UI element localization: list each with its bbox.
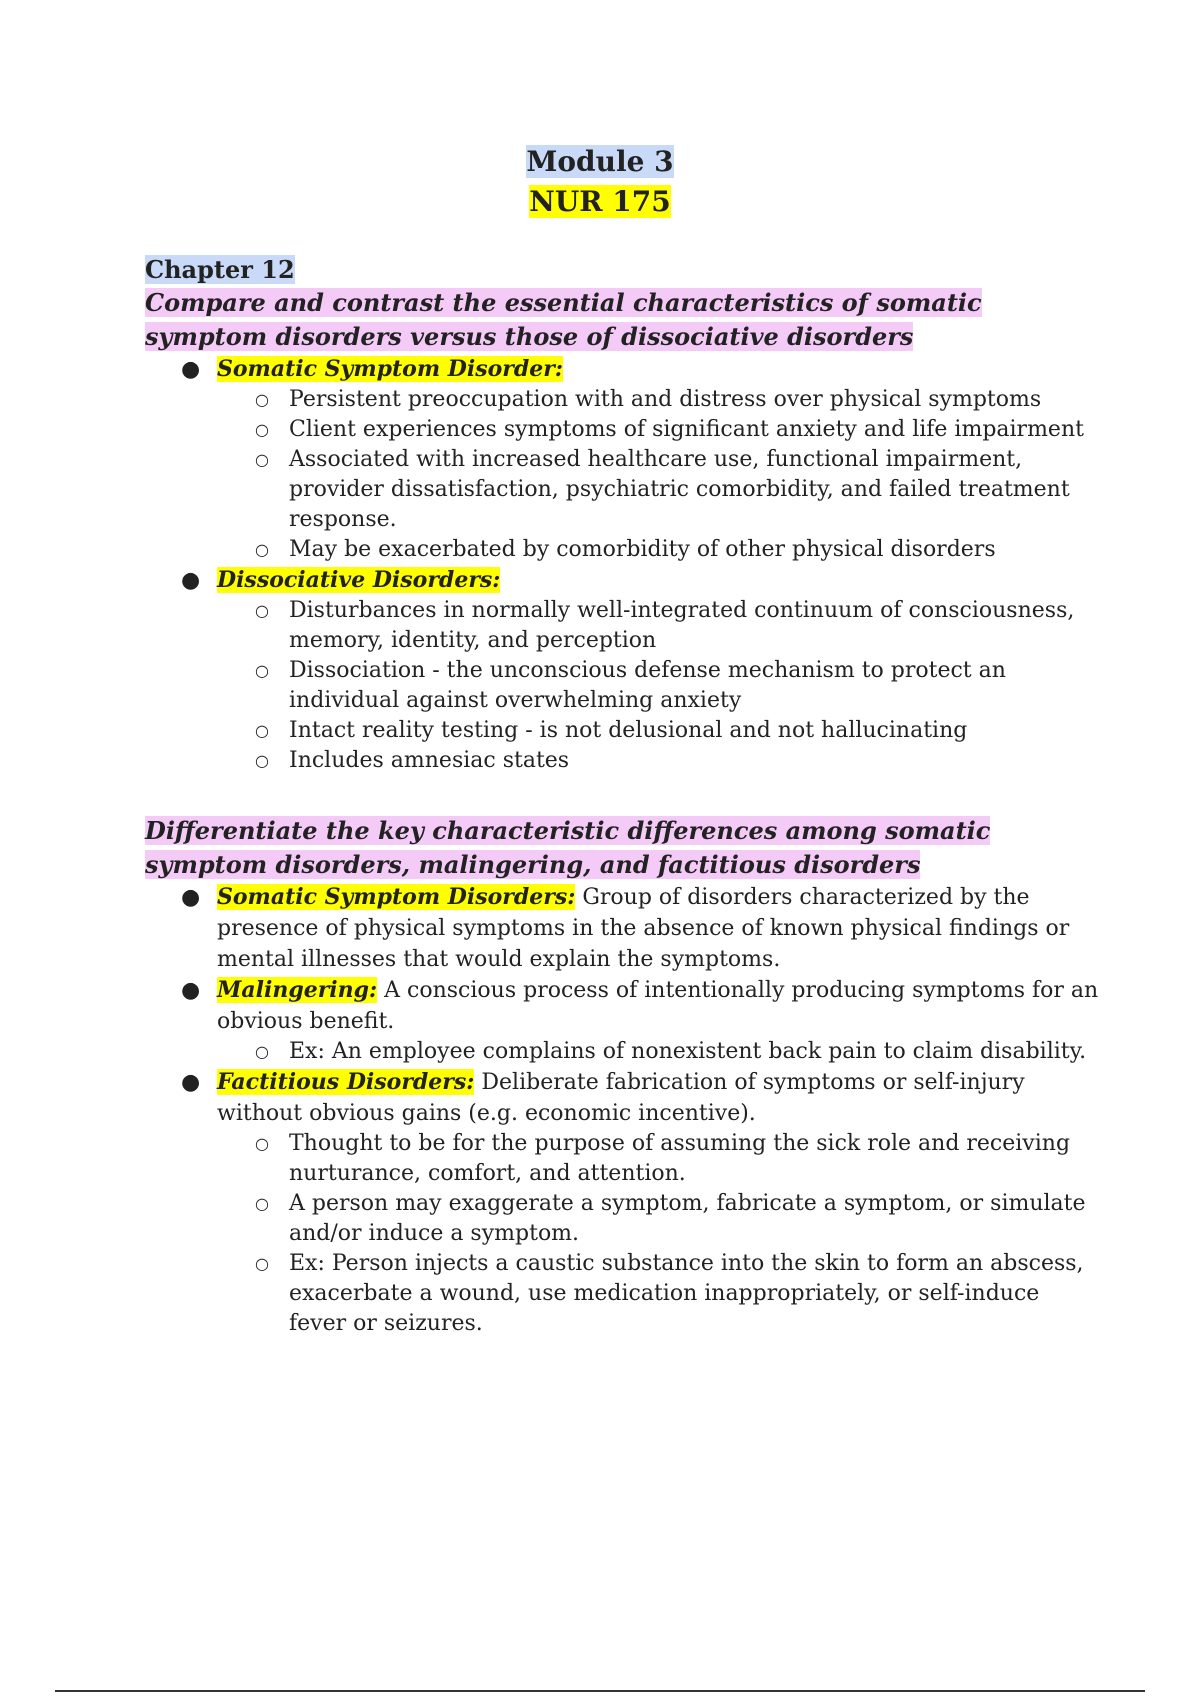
list-item	[255, 415, 1100, 445]
circle-bullet-icon: ○	[255, 1194, 269, 1213]
item-text: Disturbances in normally well-integrated continuum of consciousness, memory, identity, and perception	[289, 598, 1075, 653]
course-code: NUR 175	[529, 185, 671, 218]
bullet-icon: ●	[181, 978, 201, 1003]
list-item	[255, 1129, 1100, 1189]
sublist	[217, 1129, 1100, 1339]
sublist	[217, 385, 1100, 565]
item-text: Ex: An employee complains of nonexistent back pain to claim disability.	[289, 1039, 1087, 1064]
circle-bullet-icon: ○	[255, 661, 269, 680]
circle-bullet-icon: ○	[255, 450, 269, 469]
definition-text: A conscious process of intentionally producing symptoms for an obvious benefit.	[217, 978, 1099, 1034]
list-item	[181, 354, 1100, 565]
item-text: Intact reality testing - is not delusional and not hallucinating	[289, 718, 968, 743]
item-text: Ex: Person injects a caustic substance into the skin to form an abscess, exacerbate a wound, use medication inappropriately, or self-induce fever or seizures.	[289, 1251, 1084, 1336]
term-factitious-disorders: Factitious Disorders:	[217, 1069, 475, 1095]
list-item	[181, 975, 1100, 1067]
section1-question: Compare and contrast the essential characteristics of somatic symptom disorders versus those of dissociative disorders	[145, 288, 982, 351]
item-text: Thought to be for the purpose of assuming the sick role and receiving nurturance, comfort, and attention.	[289, 1131, 1071, 1186]
circle-bullet-icon: ○	[255, 751, 269, 770]
bullet-icon: ●	[181, 1070, 201, 1095]
sublist	[217, 1037, 1100, 1067]
list-item	[255, 1249, 1100, 1339]
item-text: Client experiences symptoms of significant anxiety and life impairment	[289, 417, 1084, 442]
definition-text: Group of disorders characterized by the presence of physical symptoms in the absence of known physical findings or mental illnesses that would explain the symptoms.	[217, 885, 1070, 972]
circle-bullet-icon: ○	[255, 601, 269, 620]
list-item	[255, 716, 1100, 746]
list-item	[255, 385, 1100, 415]
list-item	[181, 565, 1100, 776]
definition-text: Deliberate fabrication of symptoms or self-injury without obvious gains (e.g. economic incentive).	[217, 1070, 1025, 1126]
notes-content	[145, 254, 1100, 1339]
section1-list	[145, 354, 1100, 776]
item-text: Includes amnesiac states	[289, 748, 570, 773]
section2-list	[145, 882, 1100, 1339]
bullet-icon: ●	[181, 357, 201, 382]
sublist	[217, 596, 1100, 776]
list-item	[255, 596, 1100, 656]
title-block	[0, 142, 1200, 222]
list-item	[255, 1037, 1100, 1067]
item-text: Persistent preoccupation with and distress over physical symptoms	[289, 387, 1042, 412]
section2-question: Differentiate the key characteristic differences among somatic symptom disorders, malingering, and factitious disorders	[145, 816, 991, 879]
term-somatic-symptom-disorder: Somatic Symptom Disorder:	[217, 356, 563, 382]
list-item	[181, 1067, 1100, 1339]
term-malingering: Malingering:	[217, 977, 378, 1003]
list-item	[255, 445, 1100, 535]
circle-bullet-icon: ○	[255, 1042, 269, 1061]
item-text: Dissociation - the unconscious defense mechanism to protect an individual against overwhelming anxiety	[289, 658, 1006, 713]
list-item	[255, 535, 1100, 565]
item-text: Associated with increased healthcare use, functional impairment, provider dissatisfaction, psychiatric comorbidity, and failed treatment response.	[289, 447, 1070, 532]
circle-bullet-icon: ○	[255, 420, 269, 439]
list-item	[255, 656, 1100, 716]
item-text: A person may exaggerate a symptom, fabricate a symptom, or simulate and/or induce a symptom.	[289, 1191, 1086, 1246]
bullet-icon: ●	[181, 568, 201, 593]
list-item	[255, 746, 1100, 776]
circle-bullet-icon: ○	[255, 390, 269, 409]
item-text: May be exacerbated by comorbidity of other physical disorders	[289, 537, 996, 562]
bullet-icon: ●	[181, 885, 201, 910]
module-title: Module 3	[526, 145, 674, 178]
term-somatic-symptom-disorders: Somatic Symptom Disorders:	[217, 884, 576, 910]
page-bottom-rule	[55, 1690, 1145, 1692]
chapter-heading: Chapter 12	[145, 255, 295, 284]
circle-bullet-icon: ○	[255, 721, 269, 740]
term-dissociative-disorders: Dissociative Disorders:	[217, 567, 501, 593]
list-item	[255, 1189, 1100, 1249]
circle-bullet-icon: ○	[255, 540, 269, 559]
circle-bullet-icon: ○	[255, 1134, 269, 1153]
circle-bullet-icon: ○	[255, 1254, 269, 1273]
list-item	[181, 882, 1100, 975]
